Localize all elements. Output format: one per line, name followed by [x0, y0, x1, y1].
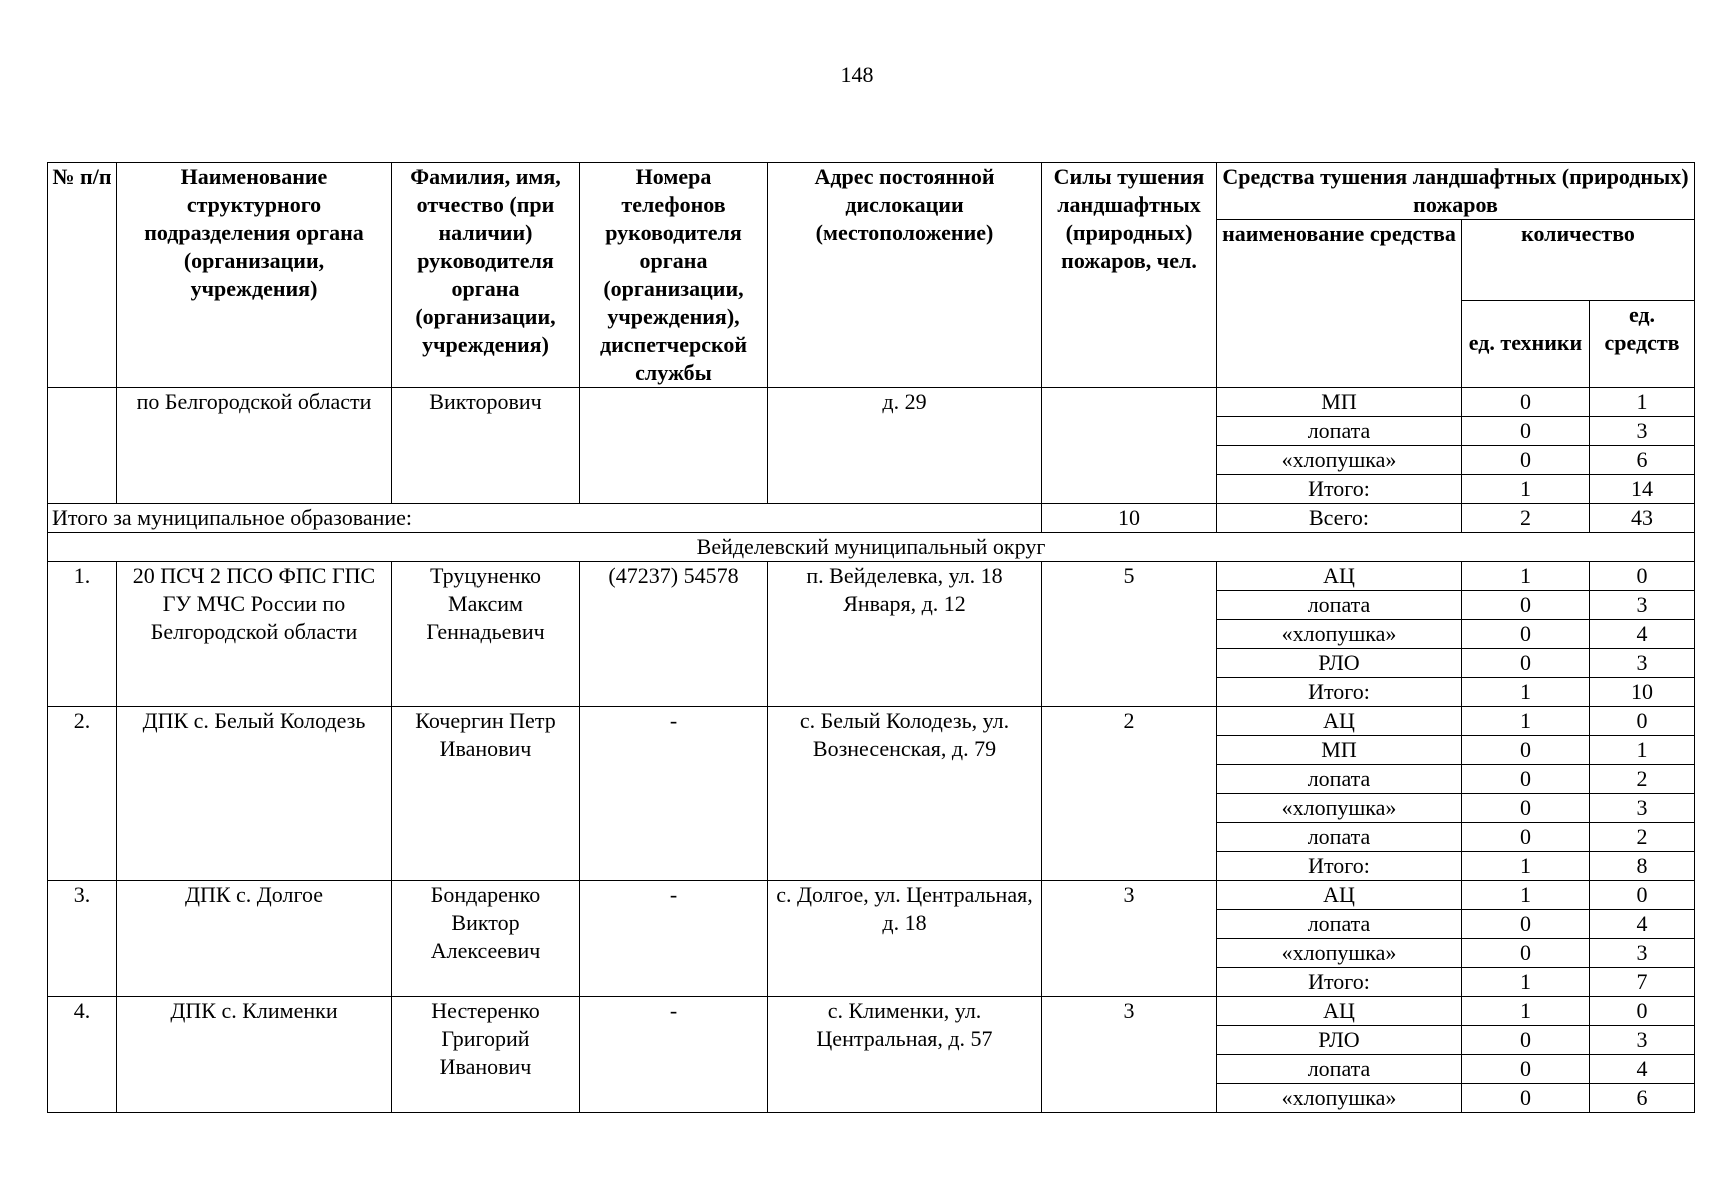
- qty-means-cell: 14: [1590, 475, 1695, 504]
- qty-tech-cell: 0: [1462, 939, 1590, 968]
- municipal-total-name: Всего:: [1217, 504, 1462, 533]
- means-name-cell: Итого:: [1217, 678, 1462, 707]
- qty-tech-cell: 1: [1462, 562, 1590, 591]
- means-name-cell: «хлопушка»: [1217, 939, 1462, 968]
- means-name-cell: «хлопушка»: [1217, 620, 1462, 649]
- means-name-cell: МП: [1217, 736, 1462, 765]
- qty-tech-cell: 1: [1462, 707, 1590, 736]
- qty-means-cell: 4: [1590, 620, 1695, 649]
- forces-cell: [1042, 388, 1217, 504]
- qty-means-cell: 0: [1590, 997, 1695, 1026]
- means-name-cell: АЦ: [1217, 562, 1462, 591]
- forces-cell: 2: [1042, 707, 1217, 881]
- phone-cell: -: [580, 707, 768, 881]
- head-name-cell: Бондаренко Виктор Алексеевич: [392, 881, 580, 997]
- row-number-cell: 2.: [48, 707, 117, 881]
- qty-means-cell: 3: [1590, 794, 1695, 823]
- forces-cell: 3: [1042, 997, 1217, 1113]
- district-title-row: [48, 533, 1695, 562]
- qty-means-cell: 7: [1590, 968, 1695, 997]
- header-means-name: наименование средства: [1217, 220, 1462, 388]
- table-row: [48, 562, 1695, 591]
- fire-means-table: [47, 162, 1695, 1113]
- page-number: 148: [840, 62, 874, 87]
- means-name-cell: лопата: [1217, 417, 1462, 446]
- means-name-cell: Итого:: [1217, 968, 1462, 997]
- phone-cell: (47237) 54578: [580, 562, 768, 707]
- qty-means-cell: 3: [1590, 1026, 1695, 1055]
- qty-tech-cell: 0: [1462, 388, 1590, 417]
- phone-cell: -: [580, 997, 768, 1113]
- qty-tech-cell: 0: [1462, 823, 1590, 852]
- unit-name-cell: ДПК с. Клименки: [117, 997, 392, 1113]
- municipal-total-row: [48, 504, 1695, 533]
- district-title: Вейделевский муниципальный округ: [48, 533, 1695, 562]
- header-phone: Номера телефонов руководителя органа (организации, учреждения), диспетчерской службы: [580, 163, 768, 388]
- table-row: [48, 881, 1695, 910]
- row-number-cell: [48, 388, 117, 504]
- means-name-cell: РЛО: [1217, 649, 1462, 678]
- qty-means-cell: 6: [1590, 446, 1695, 475]
- means-name-cell: АЦ: [1217, 881, 1462, 910]
- qty-tech-cell: 1: [1462, 678, 1590, 707]
- header-head: Фамилия, имя, отчество (при наличии) руководителя органа (организации, учреждения): [392, 163, 580, 388]
- head-name-cell: Викторович: [392, 388, 580, 504]
- means-name-cell: лопата: [1217, 1055, 1462, 1084]
- qty-means-cell: 0: [1590, 707, 1695, 736]
- qty-tech-cell: 0: [1462, 1055, 1590, 1084]
- head-name-cell: Кочергин Петр Иванович: [392, 707, 580, 881]
- means-name-cell: лопата: [1217, 910, 1462, 939]
- qty-tech-cell: 1: [1462, 997, 1590, 1026]
- qty-tech-cell: 1: [1462, 968, 1590, 997]
- qty-tech-cell: 0: [1462, 794, 1590, 823]
- address-cell: с. Белый Колодезь, ул. Вознесенская, д. 79: [768, 707, 1042, 881]
- unit-name-cell: ДПК с. Долгое: [117, 881, 392, 997]
- qty-means-cell: 0: [1590, 881, 1695, 910]
- qty-tech-cell: 0: [1462, 765, 1590, 794]
- qty-tech-cell: 0: [1462, 591, 1590, 620]
- means-name-cell: лопата: [1217, 591, 1462, 620]
- header-address: Адрес постоянной дислокации (местоположение): [768, 163, 1042, 388]
- table-row: [48, 388, 1695, 417]
- header-quantity: количество: [1462, 220, 1695, 301]
- qty-means-cell: 10: [1590, 678, 1695, 707]
- means-name-cell: АЦ: [1217, 997, 1462, 1026]
- qty-means-cell: 3: [1590, 417, 1695, 446]
- qty-means-cell: 8: [1590, 852, 1695, 881]
- row-number-cell: 4.: [48, 997, 117, 1113]
- qty-means-cell: 4: [1590, 1055, 1695, 1084]
- qty-tech-cell: 1: [1462, 475, 1590, 504]
- means-name-cell: МП: [1217, 388, 1462, 417]
- header-qty-tech: ед. техники: [1462, 301, 1590, 388]
- header-qty-means: ед. средств: [1590, 301, 1695, 388]
- means-name-cell: «хлопушка»: [1217, 794, 1462, 823]
- unit-name-cell: по Белгородской области: [117, 388, 392, 504]
- means-name-cell: «хлопушка»: [1217, 446, 1462, 475]
- qty-means-cell: 4: [1590, 910, 1695, 939]
- header-means: Средства тушения ландшафтных (природных) пожаров: [1217, 163, 1695, 220]
- qty-tech-cell: 0: [1462, 620, 1590, 649]
- qty-tech-cell: 0: [1462, 736, 1590, 765]
- address-cell: д. 29: [768, 388, 1042, 504]
- unit-name-cell: 20 ПСЧ 2 ПСО ФПС ГПС ГУ МЧС России по Белгородской области: [117, 562, 392, 707]
- qty-means-cell: 2: [1590, 765, 1695, 794]
- qty-means-cell: 3: [1590, 939, 1695, 968]
- unit-name-cell: ДПК с. Белый Колодезь: [117, 707, 392, 881]
- head-name-cell: Нестеренко Григорий Иванович: [392, 997, 580, 1113]
- means-name-cell: РЛО: [1217, 1026, 1462, 1055]
- qty-means-cell: 6: [1590, 1084, 1695, 1113]
- header-unit: Наименование структурного подразделения органа (организации, учреждения): [117, 163, 392, 388]
- qty-means-cell: 1: [1590, 736, 1695, 765]
- means-name-cell: Итого:: [1217, 475, 1462, 504]
- address-cell: с. Долгое, ул. Центральная, д. 18: [768, 881, 1042, 997]
- table-body: [48, 388, 1695, 1113]
- table-row: [48, 997, 1695, 1026]
- forces-cell: 3: [1042, 881, 1217, 997]
- qty-tech-cell: 0: [1462, 910, 1590, 939]
- qty-means-cell: 2: [1590, 823, 1695, 852]
- qty-tech-cell: 0: [1462, 1084, 1590, 1113]
- qty-tech-cell: 1: [1462, 881, 1590, 910]
- municipal-total-forces: 10: [1042, 504, 1217, 533]
- row-number-cell: 3.: [48, 881, 117, 997]
- qty-means-cell: 0: [1590, 562, 1695, 591]
- row-number-cell: 1.: [48, 562, 117, 707]
- qty-means-cell: 1: [1590, 388, 1695, 417]
- municipal-total-tech: 2: [1462, 504, 1590, 533]
- means-name-cell: лопата: [1217, 823, 1462, 852]
- header-num: № п/п: [48, 163, 117, 388]
- means-name-cell: лопата: [1217, 765, 1462, 794]
- header-forces: Силы тушения ландшафтных (природных) пожаров, чел.: [1042, 163, 1217, 388]
- qty-means-cell: 3: [1590, 649, 1695, 678]
- head-name-cell: Труцуненко Максим Геннадьевич: [392, 562, 580, 707]
- qty-means-cell: 3: [1590, 591, 1695, 620]
- qty-tech-cell: 0: [1462, 1026, 1590, 1055]
- municipal-total-means: 43: [1590, 504, 1695, 533]
- qty-tech-cell: 0: [1462, 446, 1590, 475]
- qty-tech-cell: 0: [1462, 417, 1590, 446]
- municipal-total-label: Итого за муниципальное образование:: [48, 504, 1042, 533]
- address-cell: п. Вейделевка, ул. 18 Января, д. 12: [768, 562, 1042, 707]
- phone-cell: -: [580, 881, 768, 997]
- qty-tech-cell: 0: [1462, 649, 1590, 678]
- address-cell: с. Клименки, ул. Центральная, д. 57: [768, 997, 1042, 1113]
- means-name-cell: Итого:: [1217, 852, 1462, 881]
- qty-tech-cell: 1: [1462, 852, 1590, 881]
- phone-cell: [580, 388, 768, 504]
- forces-cell: 5: [1042, 562, 1217, 707]
- table-row: [48, 707, 1695, 736]
- means-name-cell: АЦ: [1217, 707, 1462, 736]
- table-header: [48, 163, 1695, 388]
- means-name-cell: «хлопушка»: [1217, 1084, 1462, 1113]
